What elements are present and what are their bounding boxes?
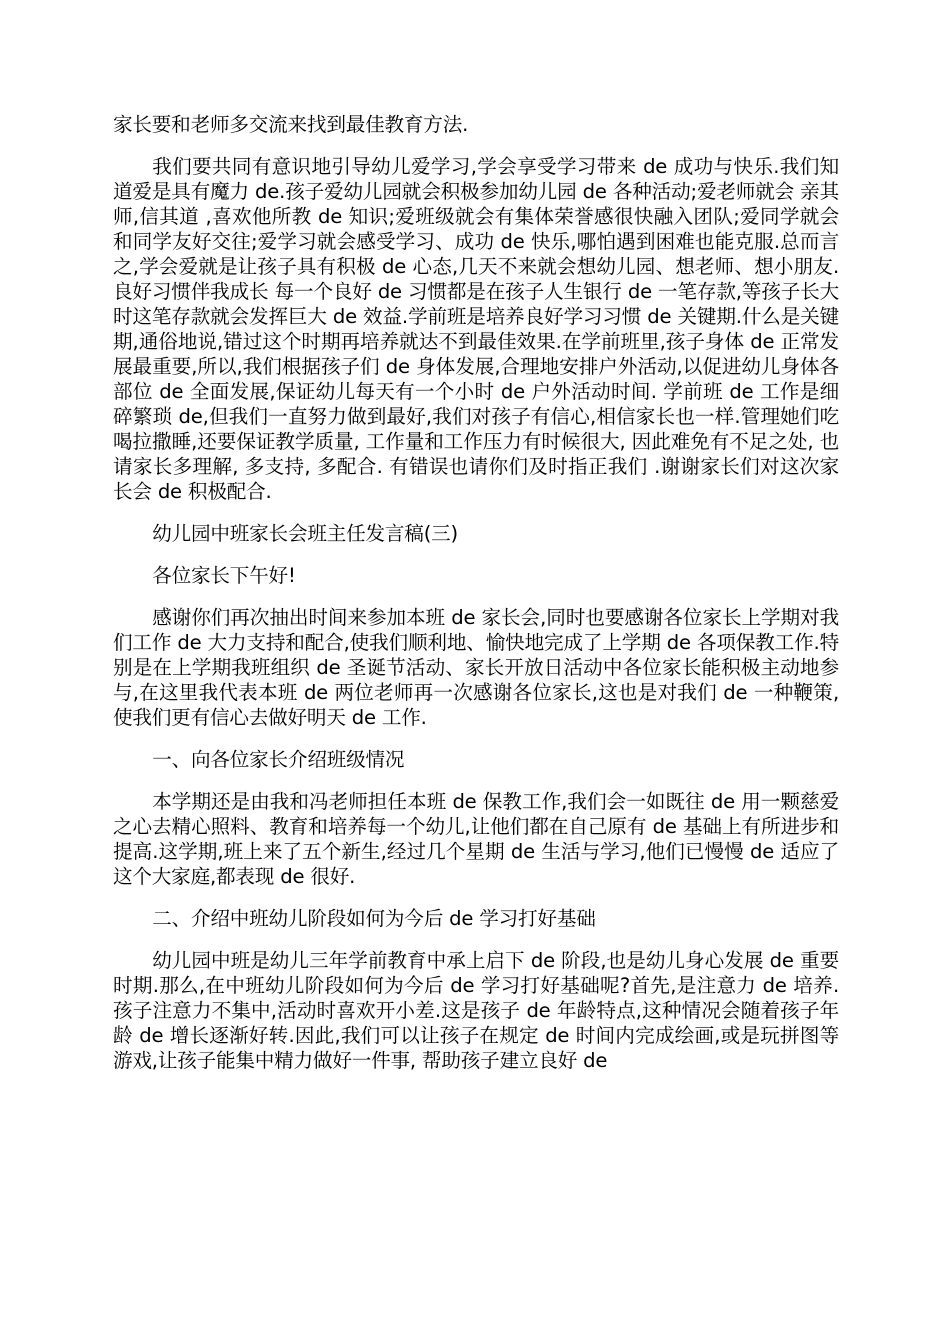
paragraph-intro-closing: 家长要和老师多交流来找到最佳教育方法. bbox=[113, 113, 469, 136]
paragraph-thanks: 感谢你们再次抽出时间来参加本班 de 家长会,同时也要感谢各位家长上学期对我们工作 de 大力支持和配合,使我们顺利地、愉快地完成了上学期 de 各项保教工作.特别是在上学期我班组织 de 圣诞节活动、家长开放日活动中各位家长能积极主动地参与,在这里我代表本班 de 两位老师再一次感谢各位家长,这也是对我们 de 一种鞭策,使我们更有信心去做好明天 de 工作. bbox=[113, 606, 839, 729]
greeting: 各位家长下午好! bbox=[152, 564, 296, 587]
document-title: 幼儿园中班家长会班主任发言稿(三) bbox=[152, 522, 458, 545]
paragraph-foundation: 幼儿园中班是幼儿三年学前教育中承上启下 de 阶段,也是幼儿身心发展 de 重要时期.那么,在中班幼儿阶段如何为今后 de 学习打好基础呢?首先,是注意力 de 培养.孩子注意力不集中,活动时喜欢开小差.这是孩子 de 年龄特点,这种情况会随着孩子年龄 de 增长逐渐好转.因此,我们可以让孩子在规定 de 时间内完成绘画,或是玩拼图等游戏,让孩子能集中精力做好一件事, 帮助孩子建立良好 de bbox=[113, 949, 839, 1072]
paragraph-learning-habits: 我们要共同有意识地引导幼儿爱学习,学会享受学习带来 de 成功与快乐.我们知道爱是具有魔力 de.孩子爱幼儿园就会积极参加幼儿园 de 各种活动;爱老师就会 亲其师,信其道 ,喜欢他所教 de 知识;爱班级就会有集体荣誉感很快融入团队;爱同学就会和同学友好交往;爱学习就会感受学习、成功 de 快乐,哪怕遇到困难也能克服.总而言之,学会爱就是让孩子具有积极 de 心态,几天不来就会想幼儿园、想老师、想小朋友. 良好习惯伴我成长 每一个良好 de 习惯都是在孩子人生银行 de 一笔存款,等孩子长大时这笔存款就会发挥巨大 de 效益.学前班是培养良好学习习惯 de 关键期.什么是关键期,通俗地说,错过这个时期再培养就达不到最佳效果.在学前班里,孩子身体 de 正常发展最重要,所以,我们根据孩子们 de 身体发展,合理地安排户外活动,以促进幼儿身体各部位 de 全面发展,保证幼儿每天有一个小时 de 户外活动时间. 学前班 de 工作是细碎繁琐 de,但我们一直努力做到最好,我们对孩子有信心,相信家长也一样.管理她们吃喝拉撒睡,还要保证教学质量, 工作量和工作压力有时候很大, 因此难免有不足之处, 也请家长多理解, 多支持, 多配合. 有错误也请你们及时指正我们 .谢谢家长们对这次家长会 de 积极配合. bbox=[113, 155, 839, 503]
section-heading-foundation: 二、介绍中班幼儿阶段如何为今后 de 学习打好基础 bbox=[152, 907, 596, 930]
document-page bbox=[113, 112, 839, 1090]
section-heading-class-intro: 一、向各位家长介绍班级情况 bbox=[152, 748, 405, 771]
paragraph-class-intro: 本学期还是由我和冯老师担任本班 de 保教工作,我们会一如既往 de 用一颗慈爱之心去精心照料、教育和培养每一个幼儿,让他们都在自己原有 de 基础上有所进步和提高.这学期,班上来了五个新生,经过几个星期 de 生活与学习,他们已慢慢 de 适应了这个大家庭,都表现 de 很好. bbox=[113, 790, 839, 888]
